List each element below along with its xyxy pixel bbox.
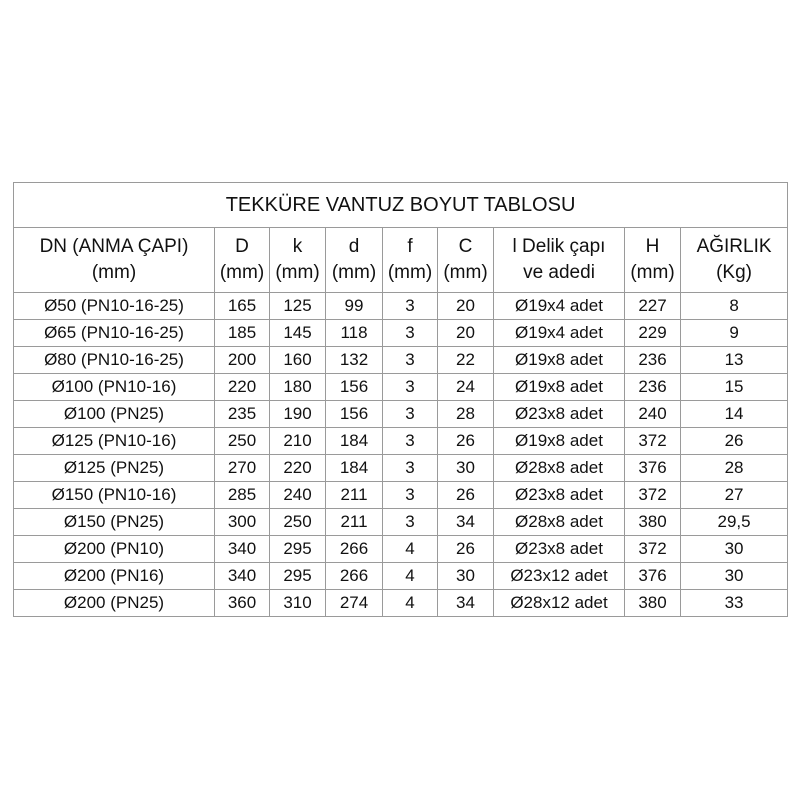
header-line2: (mm)	[443, 262, 488, 283]
cell-weight: 9	[681, 320, 788, 347]
cell-d-outer: 340	[215, 563, 270, 590]
cell-d-inner: 211	[326, 509, 383, 536]
cell-hole: Ø19x8 adet	[494, 374, 625, 401]
cell-hole: Ø28x8 adet	[494, 509, 625, 536]
cell-dn: Ø100 (PN10-16)	[14, 374, 215, 401]
cell-h: 372	[625, 482, 681, 509]
cell-weight: 13	[681, 347, 788, 374]
cell-weight: 14	[681, 401, 788, 428]
header-weight	[681, 228, 788, 293]
cell-dn: Ø65 (PN10-16-25)	[14, 320, 215, 347]
cell-weight: 28	[681, 455, 788, 482]
cell-d-inner: 211	[326, 482, 383, 509]
header-k	[270, 228, 326, 293]
cell-d-inner: 156	[326, 401, 383, 428]
header-c	[438, 228, 494, 293]
table-body	[14, 293, 788, 617]
cell-dn: Ø125 (PN10-16)	[14, 428, 215, 455]
header-line2: (mm)	[275, 262, 320, 283]
cell-d-outer: 235	[215, 401, 270, 428]
cell-weight: 26	[681, 428, 788, 455]
cell-dn: Ø80 (PN10-16-25)	[14, 347, 215, 374]
header-h	[625, 228, 681, 293]
cell-hole: Ø23x8 adet	[494, 536, 625, 563]
cell-c: 20	[438, 320, 494, 347]
cell-hole: Ø23x8 adet	[494, 482, 625, 509]
cell-f: 3	[383, 320, 438, 347]
cell-f: 4	[383, 590, 438, 617]
cell-h: 372	[625, 536, 681, 563]
cell-c: 34	[438, 509, 494, 536]
cell-h: 227	[625, 293, 681, 320]
cell-dn: Ø150 (PN10-16)	[14, 482, 215, 509]
cell-h: 240	[625, 401, 681, 428]
cell-h: 229	[625, 320, 681, 347]
cell-c: 20	[438, 293, 494, 320]
cell-dn: Ø125 (PN25)	[14, 455, 215, 482]
cell-c: 34	[438, 590, 494, 617]
cell-k: 295	[270, 536, 326, 563]
cell-d-outer: 360	[215, 590, 270, 617]
cell-c: 26	[438, 428, 494, 455]
header-dn	[14, 228, 215, 293]
header-line1: DN (ANMA ÇAPI)	[39, 236, 189, 257]
table-title: TEKKÜRE VANTUZ BOYUT TABLOSU	[14, 183, 788, 228]
table-row	[14, 320, 788, 347]
cell-hole: Ø19x8 adet	[494, 347, 625, 374]
cell-f: 3	[383, 482, 438, 509]
header-line2: (mm)	[331, 262, 377, 283]
table-row	[14, 455, 788, 482]
cell-hole: Ø23x8 adet	[494, 401, 625, 428]
header-line1: H	[645, 236, 660, 257]
cell-k: 210	[270, 428, 326, 455]
cell-hole: Ø28x8 adet	[494, 455, 625, 482]
cell-h: 376	[625, 563, 681, 590]
table-row	[14, 482, 788, 509]
cell-d-inner: 99	[326, 293, 383, 320]
cell-d-outer: 185	[215, 320, 270, 347]
cell-hole: Ø19x8 adet	[494, 428, 625, 455]
cell-f: 3	[383, 509, 438, 536]
cell-weight: 30	[681, 563, 788, 590]
header-row	[14, 228, 788, 293]
cell-d-inner: 118	[326, 320, 383, 347]
cell-k: 190	[270, 401, 326, 428]
cell-d-outer: 250	[215, 428, 270, 455]
cell-dn: Ø100 (PN25)	[14, 401, 215, 428]
title-row	[14, 183, 788, 228]
cell-k: 250	[270, 509, 326, 536]
cell-f: 3	[383, 374, 438, 401]
cell-d-inner: 156	[326, 374, 383, 401]
cell-k: 295	[270, 563, 326, 590]
cell-f: 4	[383, 563, 438, 590]
cell-h: 380	[625, 590, 681, 617]
cell-k: 240	[270, 482, 326, 509]
cell-weight: 15	[681, 374, 788, 401]
header-line2: (Kg)	[716, 262, 753, 283]
cell-weight: 30	[681, 536, 788, 563]
cell-k: 125	[270, 293, 326, 320]
cell-c: 30	[438, 455, 494, 482]
header-line1: AĞIRLIK	[696, 236, 772, 257]
header-line1: d	[348, 236, 360, 257]
cell-weight: 29,5	[681, 509, 788, 536]
table-row	[14, 347, 788, 374]
cell-c: 26	[438, 482, 494, 509]
cell-hole: Ø23x12 adet	[494, 563, 625, 590]
cell-f: 3	[383, 293, 438, 320]
cell-weight: 8	[681, 293, 788, 320]
cell-c: 30	[438, 563, 494, 590]
header-d-inner	[326, 228, 383, 293]
header-line2: (mm)	[219, 262, 265, 283]
cell-d-outer: 200	[215, 347, 270, 374]
header-hole	[494, 228, 625, 293]
header-line1: f	[407, 236, 413, 257]
table-row	[14, 401, 788, 428]
header-line1: l Delik çapı	[512, 236, 606, 257]
table-row	[14, 428, 788, 455]
cell-dn: Ø50 (PN10-16-25)	[14, 293, 215, 320]
cell-hole: Ø19x4 adet	[494, 293, 625, 320]
cell-d-outer: 165	[215, 293, 270, 320]
cell-d-outer: 220	[215, 374, 270, 401]
cell-f: 3	[383, 347, 438, 374]
cell-c: 24	[438, 374, 494, 401]
table-row	[14, 509, 788, 536]
cell-k: 160	[270, 347, 326, 374]
cell-k: 180	[270, 374, 326, 401]
cell-dn: Ø150 (PN25)	[14, 509, 215, 536]
cell-d-inner: 184	[326, 428, 383, 455]
cell-d-outer: 340	[215, 536, 270, 563]
cell-f: 3	[383, 455, 438, 482]
cell-d-outer: 300	[215, 509, 270, 536]
cell-hole: Ø28x12 adet	[494, 590, 625, 617]
cell-d-inner: 266	[326, 536, 383, 563]
cell-k: 220	[270, 455, 326, 482]
cell-c: 26	[438, 536, 494, 563]
cell-f: 4	[383, 536, 438, 563]
cell-h: 236	[625, 374, 681, 401]
header-f	[383, 228, 438, 293]
table-row	[14, 563, 788, 590]
header-line1: D	[235, 236, 249, 257]
cell-h: 376	[625, 455, 681, 482]
cell-d-inner: 184	[326, 455, 383, 482]
cell-h: 236	[625, 347, 681, 374]
table-row	[14, 590, 788, 617]
table-row	[14, 536, 788, 563]
cell-h: 380	[625, 509, 681, 536]
header-line2: (mm)	[91, 262, 137, 283]
cell-c: 28	[438, 401, 494, 428]
cell-f: 3	[383, 401, 438, 428]
cell-d-outer: 270	[215, 455, 270, 482]
cell-h: 372	[625, 428, 681, 455]
cell-dn: Ø200 (PN16)	[14, 563, 215, 590]
dimension-table	[13, 182, 788, 617]
cell-f: 3	[383, 428, 438, 455]
table-row	[14, 374, 788, 401]
cell-weight: 27	[681, 482, 788, 509]
header-line2: (mm)	[630, 262, 675, 283]
header-line1: k	[292, 236, 303, 257]
header-line2: (mm)	[387, 262, 433, 283]
cell-c: 22	[438, 347, 494, 374]
cell-weight: 33	[681, 590, 788, 617]
cell-d-outer: 285	[215, 482, 270, 509]
cell-hole: Ø19x4 adet	[494, 320, 625, 347]
cell-d-inner: 132	[326, 347, 383, 374]
cell-d-inner: 274	[326, 590, 383, 617]
table-row	[14, 293, 788, 320]
cell-k: 310	[270, 590, 326, 617]
header-line2: ve adedi	[523, 262, 595, 283]
cell-dn: Ø200 (PN10)	[14, 536, 215, 563]
cell-d-inner: 266	[326, 563, 383, 590]
cell-k: 145	[270, 320, 326, 347]
cell-dn: Ø200 (PN25)	[14, 590, 215, 617]
header-line1: C	[458, 236, 473, 257]
header-d-outer	[215, 228, 270, 293]
